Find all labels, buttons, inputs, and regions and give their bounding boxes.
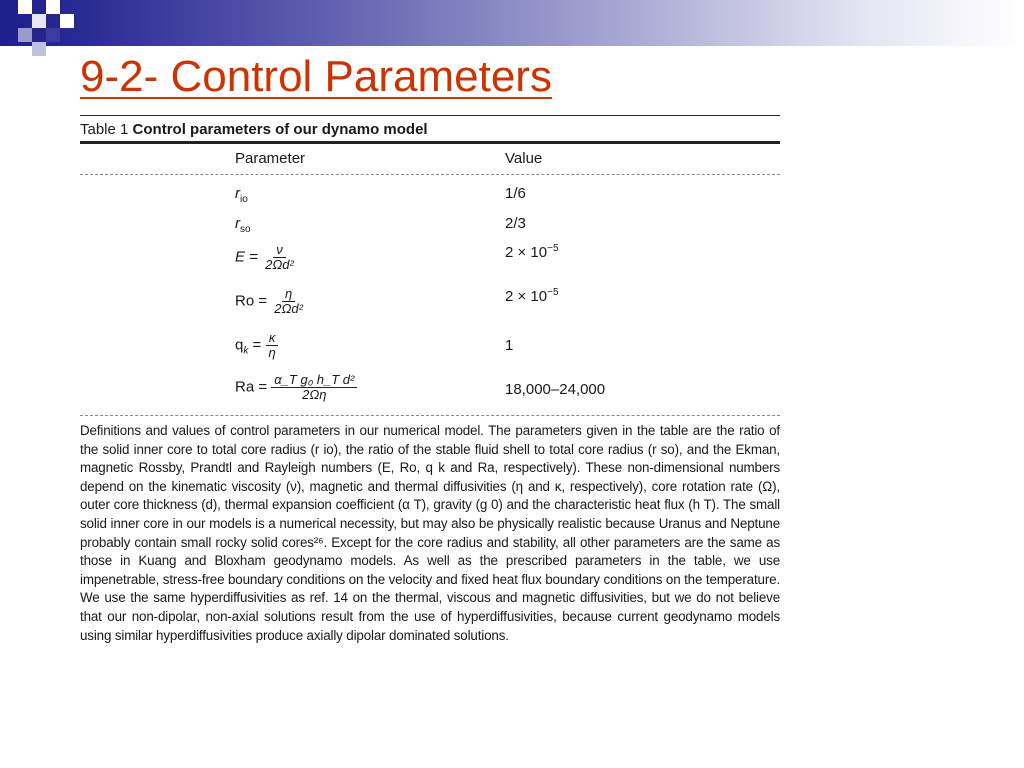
- value-cell: $2 \times 10^{-5}$: [505, 243, 559, 261]
- table-figure: [80, 115, 780, 645]
- table-row: [80, 239, 780, 283]
- decor-square: [32, 14, 46, 28]
- table-caption-text: Control parameters of our dynamo model: [132, 121, 428, 138]
- decor-square: [18, 0, 32, 14]
- param-cell: E = $\frac{\nu}{\text{2Ωd²}}$: [235, 242, 294, 272]
- header-band: [0, 0, 1024, 46]
- value-cell: 1/6: [505, 185, 526, 202]
- table-caption: [80, 116, 780, 141]
- table-row: [80, 209, 780, 239]
- table-label: Table 1: [80, 121, 129, 138]
- decor-square: [60, 14, 74, 28]
- param-cell: Ra = $\frac{\text{α\_T g₀ h\_T d²}}{2\Omega\eta}$: [235, 373, 357, 402]
- slide-title: 9-2- Control Parameters: [80, 52, 552, 101]
- param-cell: $r_{io}$: [235, 185, 248, 205]
- decor-square: [18, 28, 32, 42]
- header-value: Value: [505, 150, 543, 167]
- table-header-row: [80, 144, 780, 174]
- header-parameter: Parameter: [235, 150, 306, 167]
- param-cell: Ro = $\frac{\eta}{\text{2Ωd²}}$: [235, 286, 303, 316]
- decor-square: [46, 0, 60, 14]
- value-cell: 1: [505, 337, 514, 354]
- param-cell: $r_{so}$: [235, 215, 251, 235]
- table-row: [80, 283, 780, 327]
- value-cell: $2 \times 10^{-5}$: [505, 287, 559, 305]
- decor-square: [32, 42, 46, 56]
- value-cell: 2/3: [505, 215, 526, 232]
- value-cell: 18,000–24,000: [505, 381, 606, 398]
- table-row: [80, 175, 780, 209]
- table-notes: Definitions and values of control parameters in our numerical model. The parameters given in the table are the ratio of the solid inner core to total core radius (r io), the ratio of the stable fluid shell to total core radius (r so), and the Ekman, magnetic Rossby, Prandtl and Rayleigh numbers (E, Ro, q k and Ra, respectively). These non-dimensional numbers depend on the kinematic viscosity (ν), magnetic and thermal diffusivities (η and κ, respectively), core rotation rate (Ω), outer core thickness (d), thermal expansion coefficient (α T), gravity (g 0) and the characteristic heat flux (h T). The small solid inner core in our models is a numerical necessity, but may also be physically realistic because Uranus and Neptune probably contain small rocky solid cores²⁶. Except for the core radius and stability, all other parameters are the same as those in Kuang and Bloxham geodynamo models. As well as the prescribed parameters in the table, we use impenetrable, stress-free boundary conditions on the velocity and fixed heat flux boundary conditions on the temperature. We use the same hyperdiffusivities as ref. 14 on the thermal, viscous and magnetic diffusivities, but we do not believe that our non-dipolar, non-axial solutions result from the use of hyperdiffusivities, because current geodynamo models using similar hyperdiffusivities produce axially dipolar dominated solutions.: [80, 423, 780, 643]
- decor-square: [46, 28, 60, 42]
- table-row: [80, 327, 780, 371]
- table-row: [80, 371, 780, 415]
- param-cell: $q_k$ = $\frac{\kappa}{\eta}$: [235, 331, 279, 360]
